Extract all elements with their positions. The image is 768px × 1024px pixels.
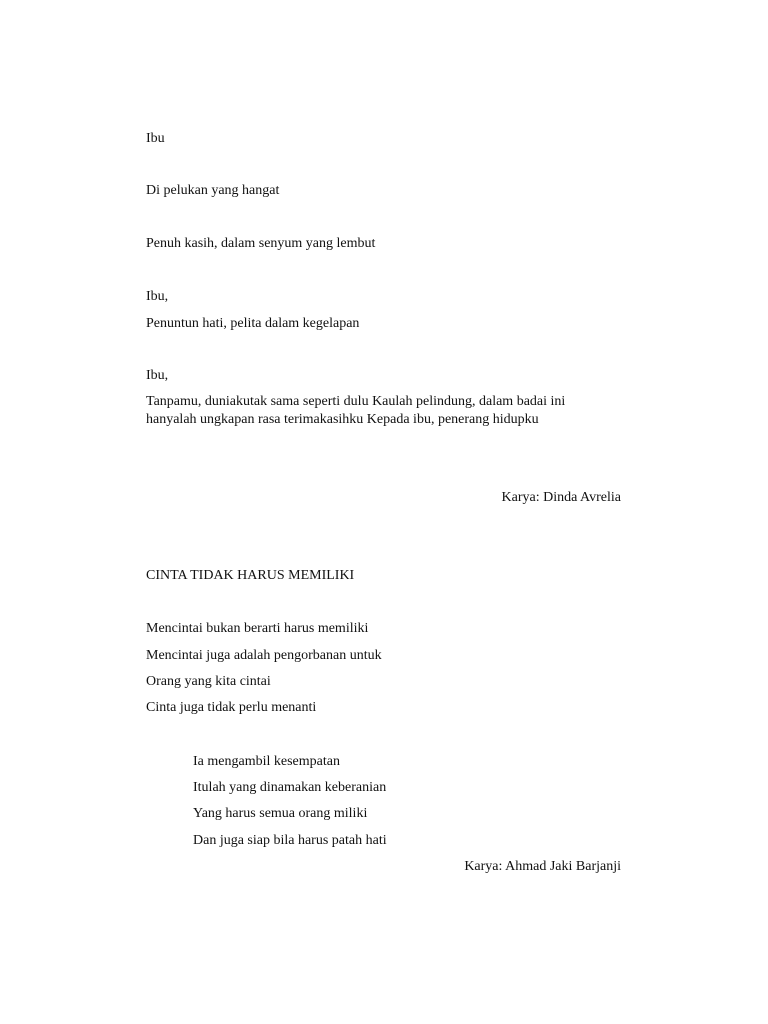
poem-line: Yang harus semua orang miliki [193,806,368,821]
poem-paragraph: Tanpamu, duniakutak sama seperti dulu Kaulah pelindung, dalam badai ini hanyalah ungkapan rasa terimakasihku Kepada ibu, penerang hidupku [146,394,566,427]
poem-line: Itulah yang dinamakan keberanian [193,780,387,795]
poem-line: Dan juga siap bila harus patah hati [193,833,387,848]
poem-title: Ibu [146,131,165,146]
poem-line: Penuh kasih, dalam senyum yang lembut [146,236,376,251]
poem-line: Mencintai bukan berarti harus memiliki [146,621,369,636]
poem-line: Penuntun hati, pelita dalam kegelapan [146,316,360,331]
author-credit: Karya: Ahmad Jaki Barjanji [464,859,621,874]
poem-line: Orang yang kita cintai [146,674,271,689]
poem-line: Cinta juga tidak perlu menanti [146,700,317,715]
poem-line: Mencintai juga adalah pengorbanan untuk [146,648,382,663]
stanza-heading: Ibu, [146,289,169,304]
stanza-heading: Ibu, [146,368,169,383]
author-credit: Karya: Dinda Avrelia [501,490,621,505]
poem-line: Di pelukan yang hangat [146,183,280,198]
poem-title: CINTA TIDAK HARUS MEMILIKI [146,568,355,583]
poem-line: Ia mengambil kesempatan [193,754,340,769]
